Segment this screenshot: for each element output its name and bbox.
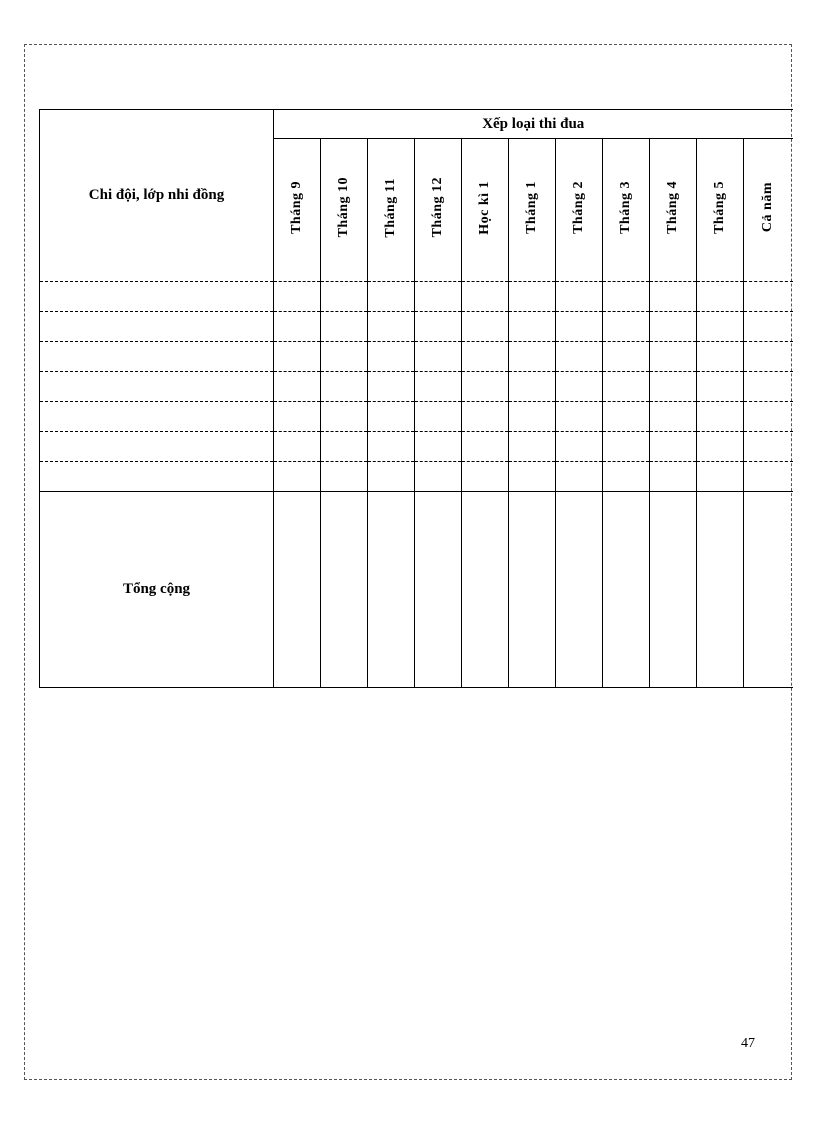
- page-number: 47: [741, 1036, 755, 1051]
- column-header: Tháng 1: [509, 139, 556, 282]
- column-header: Tháng 4: [650, 139, 697, 282]
- column-header: Cả năm: [744, 139, 793, 282]
- table-row: [40, 462, 793, 492]
- column-header: Tháng 11: [368, 139, 415, 282]
- group-header: Xếp loại thi đua: [274, 110, 793, 139]
- emulation-ranking-table: [39, 109, 793, 688]
- column-header: Tháng 5: [697, 139, 744, 282]
- table-row: [40, 372, 793, 402]
- table-row: [40, 402, 793, 432]
- column-header: Tháng 3: [603, 139, 650, 282]
- table-row: [40, 342, 793, 372]
- column-header: Học kì 1: [462, 139, 509, 282]
- column-header: Tháng 2: [556, 139, 603, 282]
- table-row: [40, 432, 793, 462]
- column-header: Tháng 10: [321, 139, 368, 282]
- table-row: [40, 282, 793, 312]
- total-label: Tổng cộng: [40, 492, 274, 688]
- table-row: [40, 312, 793, 342]
- column-header: Tháng 12: [415, 139, 462, 282]
- total-row: [40, 492, 793, 688]
- column-header: Tháng 9: [274, 139, 321, 282]
- name-column-header: Chi đội, lớp nhi đồng: [40, 110, 274, 282]
